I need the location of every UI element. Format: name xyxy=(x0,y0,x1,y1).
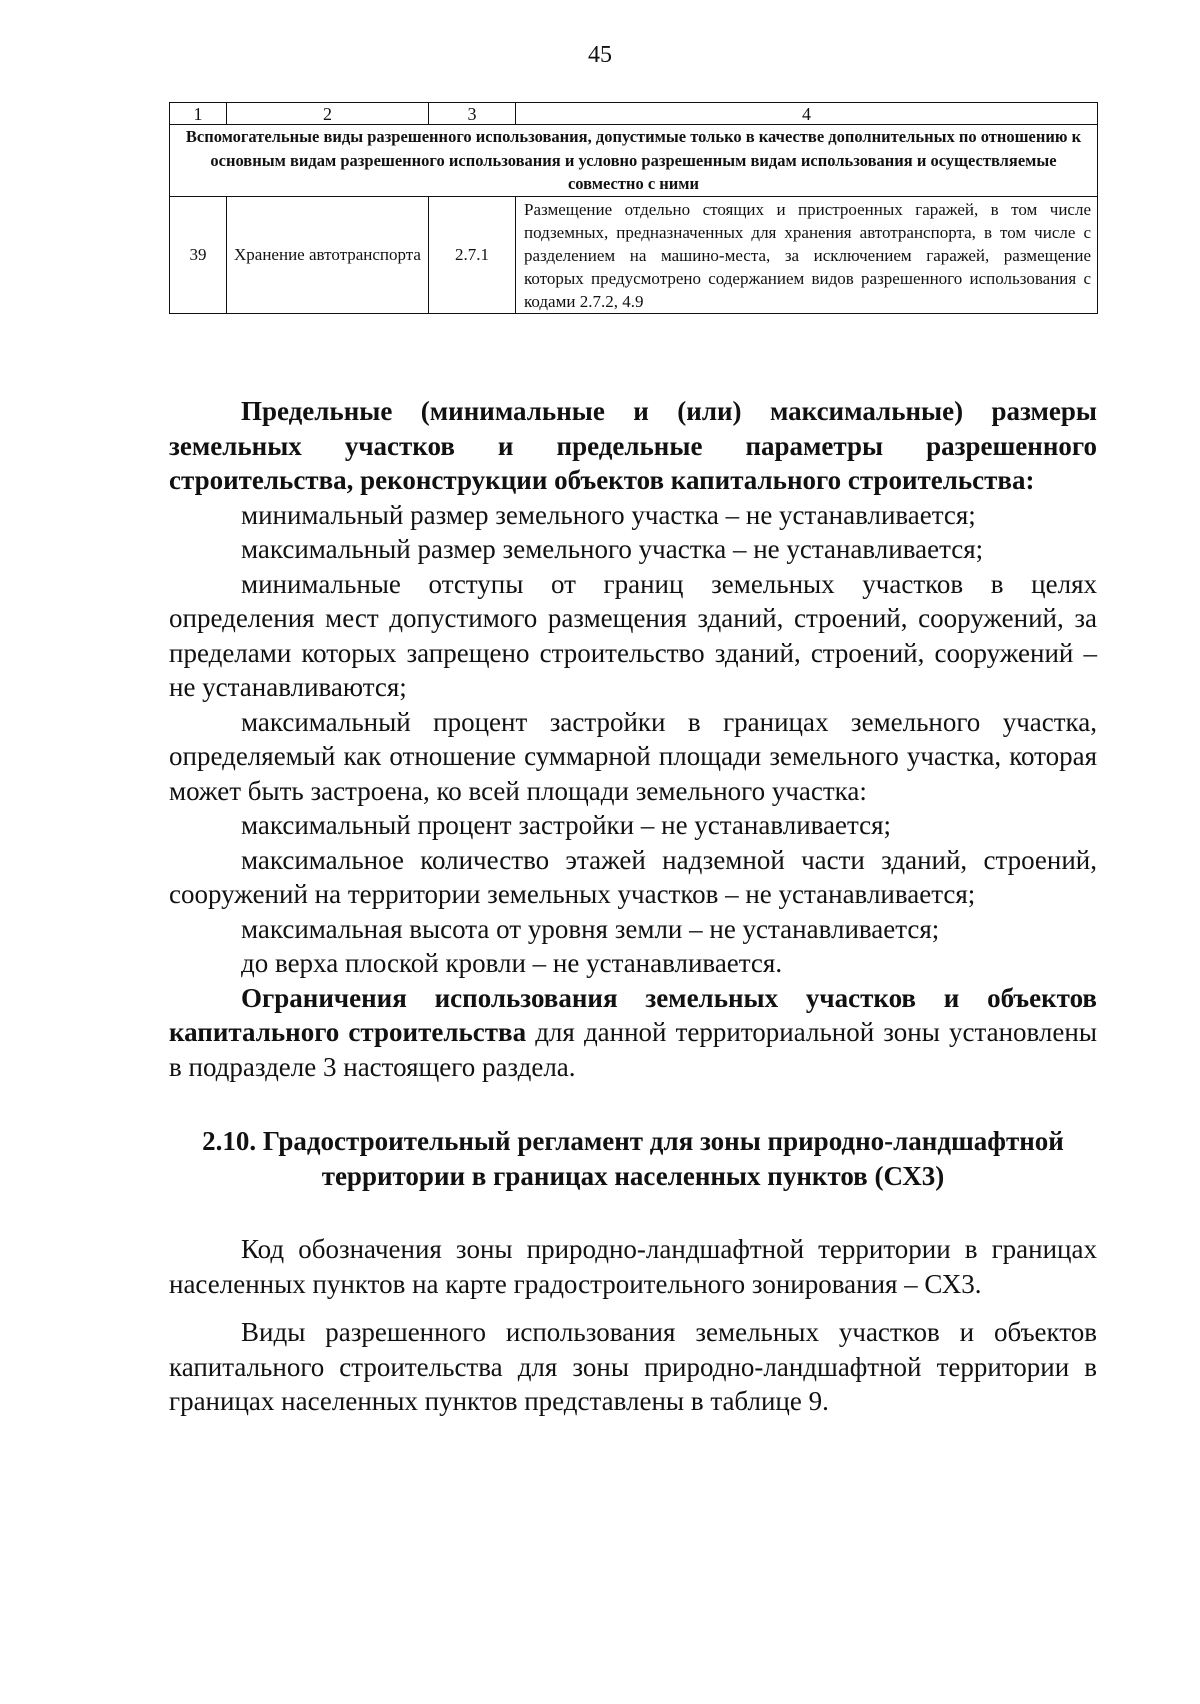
column-number-2: 2 xyxy=(227,103,429,125)
column-number-3: 3 xyxy=(429,103,516,125)
column-number-4: 4 xyxy=(516,103,1098,125)
document-body xyxy=(169,394,1097,1419)
table-section-row xyxy=(170,125,1098,197)
limit-item: максимальный процент застройки – не устанавливается; xyxy=(241,810,892,840)
limit-item: максимальное количество этажей надземной части зданий, строений, сооружений на территории земельных участков – не устанавливается; xyxy=(169,844,1097,909)
row-number: 39 xyxy=(170,196,227,313)
land-use-table xyxy=(169,102,1098,314)
zone-code-paragraph: Код обозначения зоны природно-ландшафтной территории в границах населенных пунктов на карте градостроительного зонирования – СХ3. xyxy=(169,1234,1097,1299)
restrictions-bold: Ограничения использования земельных участков и объектов капитального строительства xyxy=(169,982,1097,1047)
use-type-name: Хранение автотранспорта xyxy=(227,196,429,313)
limits-heading: Предельные (минимальные и (или) максимальные) размеры земельных участков и предельные параметры разрешенного строительства, реконструкции объектов капитального строительства: xyxy=(169,396,1097,495)
restrictions-paragraph xyxy=(169,981,1097,1085)
table-header-row xyxy=(170,103,1098,125)
limit-item: максимальный процент застройки в границах земельного участка, определяемый как отношение суммарной площади земельного участка, которая может быть застроена, ко всей площади земельного участка: xyxy=(169,706,1097,806)
limit-item: до верха плоской кровли – не устанавливается. xyxy=(241,948,783,978)
limit-item: максимальная высота от уровня земли – не устанавливается; xyxy=(241,913,940,944)
limit-item: минимальные отступы от границ земельных участков в целях определения мест допустимого размещения зданий, строений, сооружений, за пределами которых запрещено строительство зданий, строений, сооружений – не устанавливаются; xyxy=(169,568,1097,702)
column-number-1: 1 xyxy=(170,103,227,125)
page-number: 45 xyxy=(588,42,612,68)
limit-item: максимальный размер земельного участка – не устанавливается; xyxy=(241,534,984,564)
permitted-uses-paragraph: Виды разрешенного использования земельных участков и объектов капитального строительства для зоны природно-ландшафтной территории в границах населенных пунктов представлены в таблице 9. xyxy=(169,1317,1097,1416)
restrictions-text: для данной территориальной зоны установлены в подразделе 3 настоящего раздела. xyxy=(169,1017,1097,1082)
limit-item: минимальный размер земельного участка – не устанавливается; xyxy=(241,499,976,530)
use-type-code: 2.7.1 xyxy=(429,196,516,313)
section-title: 2.10. Градостроительный регламент для зоны природно-ландшафтной территории в границах населенных пунктов (СХ3) xyxy=(202,1126,1064,1191)
table-section-title: Вспомогательные виды разрешенного использования, допустимые только в качестве дополнительных по отношению к основным видам разрешенного использования и условно разрешенным видам использования и осуществляемые совместно с ними xyxy=(170,125,1098,197)
table-row xyxy=(170,196,1098,313)
use-type-description: Размещение отдельно стоящих и пристроенных гаражей, в том числе подземных, предназначенных для хранения автотранспорта, в том числе с разделением на машино-места, за исключением гаражей, размещение которых предусмотрено содержанием видов разрешенного использования с кодами 2.7.2, 4.9 xyxy=(516,196,1098,313)
